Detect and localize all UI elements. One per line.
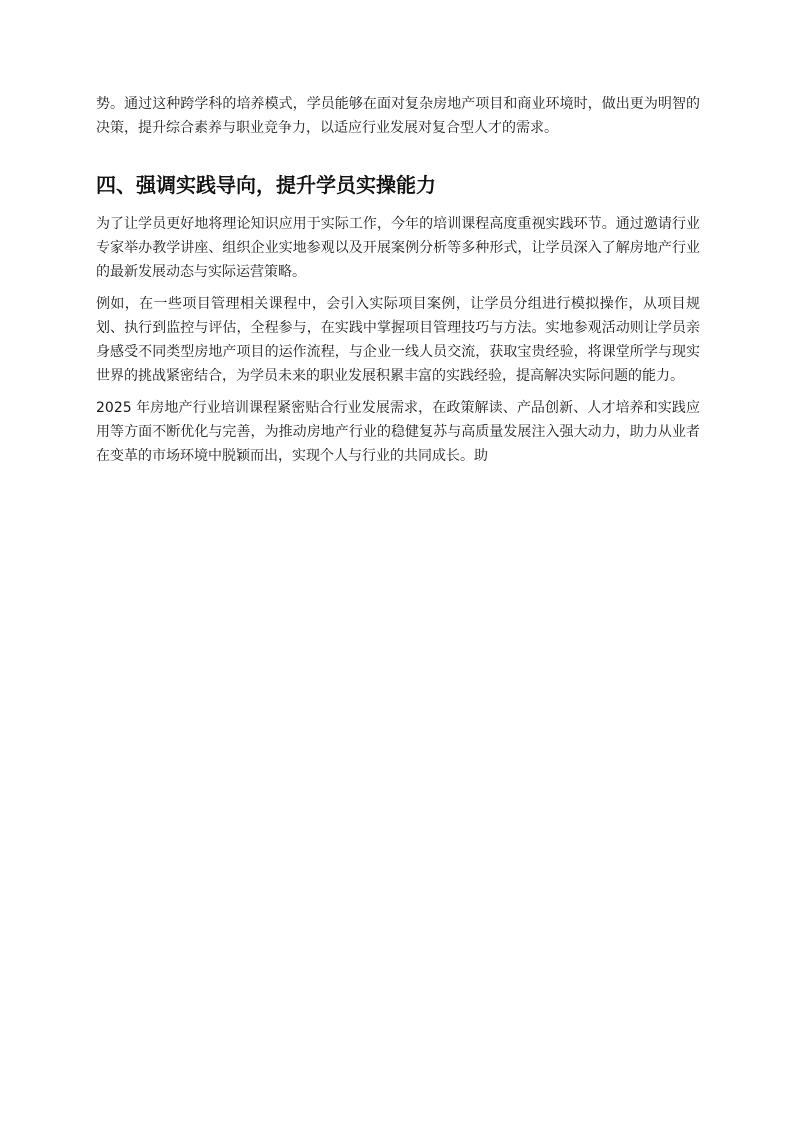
document-page [96, 92, 700, 476]
paragraph-continued: 势。通过这种跨学科的培养模式，学员能够在面对复杂房地产项目和商业环境时，做出更为明智的决策，提升综合素养与职业竞争力，以适应行业发展对复合型人才的需求。 [96, 96, 700, 136]
paragraph-practice-intro: 为了让学员更好地将理论知识应用于实际工作，今年的培训课程高度重视实践环节。通过邀请行业专家举办教学讲座、组织企业实地参观以及开展案例分析等多种形式，让学员深入了解房地产行业的最新发展动态与实际运营策略。 [96, 216, 700, 280]
paragraph-conclusion: 2025 年房地产行业培训课程紧密贴合行业发展需求，在政策解读、产品创新、人才培养和实践应用等方面不断优化与完善，为推动房地产行业的稳健复苏与高质量发展注入强大动力，助力从业者在变革的市场环境中脱颖而出，实现个人与行业的共同成长。助 [96, 400, 700, 464]
section-heading: 四、强调实践导向，提升学员实操能力 [96, 173, 436, 197]
paragraph-example: 例如，在一些项目管理相关课程中，会引入实际项目案例，让学员分组进行模拟操作，从项目规划、执行到监控与评估，全程参与，在实践中掌握项目管理技巧与方法。实地参观活动则让学员亲身感受不同类型房地产项目的运作流程，与企业一线人员交流，获取宝贵经验，将课堂所学与现实世界的挑战紧密结合，为学员未来的职业发展积累丰富的实践经验，提高解决实际问题的能力。 [96, 296, 700, 384]
